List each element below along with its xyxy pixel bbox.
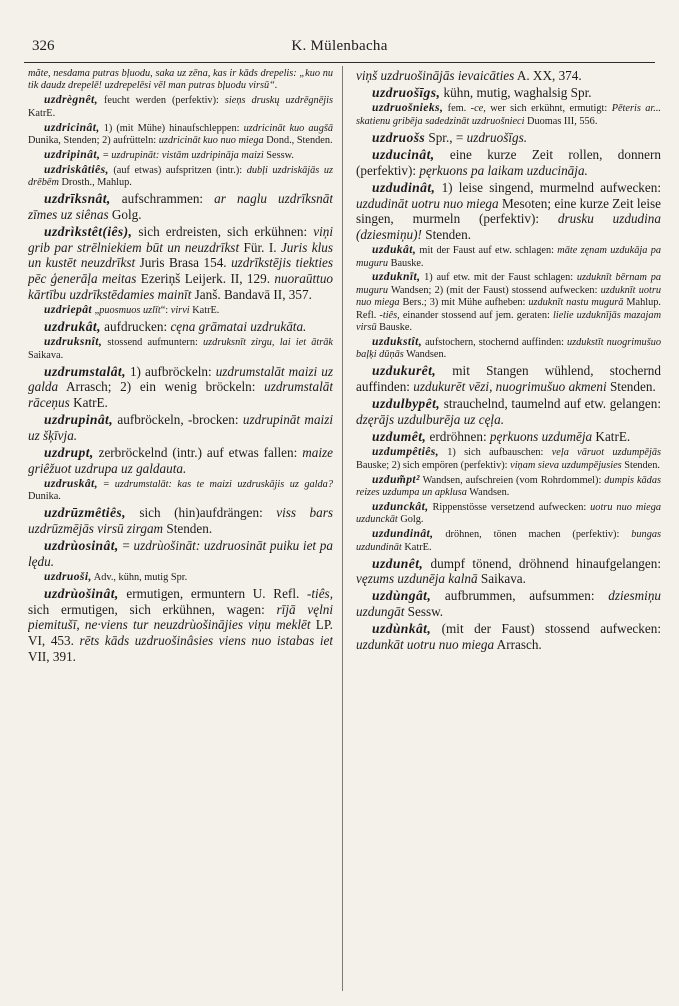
entry-definition: strauchelnd, taumelnd auf etw. gelangen: — [440, 396, 661, 412]
page-number: 326 — [32, 38, 55, 54]
entry-definition: Arrasch; 2) ein wenig bröckeln: — [58, 379, 265, 395]
dictionary-entry — [28, 122, 333, 148]
entry-definition: 1) auf etw. mit der Faust schlagen: — [420, 272, 577, 284]
entry-example: uzduknīt bērnam pa muguru — [356, 272, 661, 296]
entry-headword: uzdrīksnât, — [44, 191, 111, 207]
entry-definition: 1) leise singend, murmelnd aufwecken: — [435, 179, 661, 195]
entry-definition: Golg. — [397, 514, 424, 526]
dictionary-entry — [28, 505, 333, 536]
entry-example: dumpis kādas reizes uzdumpa un apklusa — [356, 474, 661, 499]
dictionary-entry — [28, 412, 333, 443]
entry-headword: uzdruksnît, — [44, 335, 103, 349]
entry-definition: 1) aufbröckeln: — [125, 363, 216, 379]
entry-definition: sich erdreisten, sich erkühnen: — [132, 224, 314, 240]
entry-definition: Bers.; 3) mit Mühe aufheben: — [399, 297, 529, 309]
entry-example: pęrkuons uzdumēja — [489, 429, 593, 445]
entry-headword: uzdumpêtiês, — [372, 445, 439, 459]
entry-definition: Bauske; 2) sich empören (perfektiv): — [356, 459, 511, 471]
entry-definition: 1) (mit Mühe) hinaufschleppen: — [99, 122, 244, 134]
dictionary-entry — [28, 304, 333, 317]
entry-definition: aufschrammen: — [110, 191, 215, 207]
dictionary-entry — [356, 336, 661, 362]
entry-example: veļa vāruot uzdumpējās — [551, 447, 661, 459]
entry-example: uzdudināt uotru nuo miega — [356, 195, 499, 211]
entry-headword: uzdukstît, — [372, 334, 423, 348]
dictionary-entry — [28, 191, 333, 222]
entry-example: uzdrumstalāt rāceņus — [28, 379, 333, 410]
entry-headword: uzdukât, — [372, 243, 417, 257]
entry-example: ar naglu uzdrīksnāt zīmes uz siênas — [28, 191, 333, 222]
entry-headword: uzdrupt, — [44, 445, 94, 461]
entry-definition: wer sich erkühnt, ermutigt: — [485, 103, 612, 115]
entry-example: uzdukurēt vēzi, nuogrimušuo akmeni — [413, 379, 607, 394]
entry-example: drusku uzdudina (dziesmiņu)! — [356, 211, 661, 242]
entry-headword: uzdruošnieks, — [372, 101, 444, 115]
entry-definition: mit der Faust auf etw. schlagen: — [416, 245, 558, 257]
entry-example: -tiês, — [306, 585, 333, 601]
entry-headword: uzduknīt, — [372, 270, 421, 284]
entry-definition: aufbrummen, aufsummen: — [431, 588, 609, 604]
dictionary-entry — [28, 538, 333, 569]
entry-definition: Mahlup. Refl. — [356, 297, 661, 321]
entry-definition: Rippenstösse versetzend aufwecken: — [428, 501, 591, 513]
entry-example: uzdukstīt nuogrimušuo baļķi dūņās — [356, 336, 661, 361]
entry-definition: Wandsen; 2) (mit der Faust) stossend aufwecken: — [388, 284, 601, 296]
dictionary-entry — [28, 445, 333, 476]
entry-definition: feucht werden (perfektiv): — [97, 95, 225, 107]
entry-definition: KatrE. — [592, 429, 631, 445]
dictionary-entry — [356, 474, 661, 500]
entry-example: rēts kāds uzdruošinâsies viens nuo istabas iet — [79, 633, 333, 649]
entry-definition: einander stossend auf jem. geraten: — [399, 309, 553, 321]
entry-definition: Bauske. — [388, 257, 424, 269]
entry-definition: 1) sich aufbauschen: — [438, 447, 552, 459]
entry-headword: uzdrupinât, — [44, 412, 114, 428]
dictionary-entry — [356, 147, 661, 178]
entry-example: uzdrumstalāt: kas te maizi uzdruskājis uz galda? — [114, 478, 333, 490]
entry-definition: KatrE. — [401, 541, 432, 553]
entry-definition: A. XX, 374. — [514, 68, 582, 83]
entry-definition: „ — [92, 305, 100, 317]
entry-example: maize griêžuot uzdrupa uz galdauta. — [28, 445, 333, 476]
dictionary-entry — [356, 85, 661, 101]
dictionary-entry — [356, 588, 661, 619]
entry-example: dzęrājs uzdulburēja uz cęļa. — [356, 411, 504, 427]
entry-definition: aufdrucken: — [100, 318, 171, 334]
entry-definition: Wandsen, aufschreien (vom Rohrdommel): — [419, 474, 605, 486]
entry-headword: uzdumêt, — [372, 429, 427, 445]
entry-headword: uzdripinât, — [44, 147, 101, 161]
entry-example: uzdruošīgs. — [466, 129, 528, 145]
entry-definition: Wandsen. — [403, 349, 447, 361]
entry-definition: Adv., kühn, mutig Spr. — [91, 572, 188, 584]
entry-headword: uzdunckât, — [372, 499, 429, 513]
entry-headword: uzdruoši, — [44, 570, 92, 584]
entry-headword: uzdùngât, — [372, 588, 432, 604]
dictionary-entry — [28, 224, 333, 303]
entry-definition: Drosth., Mahlup. — [58, 177, 132, 189]
entry-definition: = — [100, 149, 112, 161]
column-divider — [342, 66, 343, 991]
entry-headword: uzdricinât, — [44, 120, 100, 134]
entry-definition: = — [97, 478, 115, 490]
entry-example: uzduknīt nastu mugurā — [528, 297, 624, 309]
entry-headword: uzdulbурêt, — [372, 396, 441, 412]
entry-example: lielie uzduknījās mazajam virsū — [356, 309, 661, 334]
entry-definition: Duomas III, 556. — [524, 115, 598, 127]
entry-definition: dumpf tönend, dröhnend hinaufgelangen: — [423, 555, 661, 571]
entry-definition: KatrE. — [28, 107, 56, 119]
entry-example: puosmuos uzlīt — [99, 305, 161, 317]
dictionary-entry — [356, 501, 661, 527]
dictionary-entry — [28, 164, 333, 190]
dictionary-entry — [28, 68, 333, 93]
entry-example: -ce, — [470, 103, 486, 115]
entry-definition: zerbröckelnd (intr.) auf etwas fallen: — [93, 445, 303, 461]
entry-definition: Juris Brasa 154. — [135, 255, 232, 271]
entry-definition: kühn, mutig, waghalsig Spr. — [440, 85, 592, 101]
dictionary-entry — [356, 556, 661, 587]
entry-example: māte zęnam uzdukāja pa muguru — [356, 245, 661, 269]
entry-definition: Dond., Stenden. — [263, 135, 333, 147]
dictionary-entry — [356, 429, 661, 445]
entry-example: sieņs druskų uzdrēgnējis — [224, 95, 333, 107]
entry-example: uzdruksnīt zirgu, lai iet ātrāk — [203, 337, 333, 349]
entry-definition: LP. VI, 453. — [28, 617, 333, 649]
entry-example: nuoraūttuo kārtību uzdrīkstēdamies mainīt — [28, 271, 333, 302]
entry-definition: Mesoten; eine kurze Zeit leise singen, murmeln (perfektiv): — [356, 195, 661, 227]
entry-definition: sich ermutigen, sich erkühnen, wagen: — [28, 601, 277, 617]
entry-headword: uzdrùosinât, — [44, 538, 119, 554]
dictionary-entry — [356, 528, 661, 554]
entry-example: uzdunkāt uotru nuo miega — [356, 637, 495, 653]
dictionary-entry — [356, 363, 661, 394]
entry-headword: uzdrìkstêt(iês), — [44, 224, 133, 240]
entry-definition: dröhnen, tönen machen (perfektiv): — [433, 529, 632, 541]
entry-example: viņam sieva uzdumpējusies — [510, 459, 622, 471]
dictionary-entry — [28, 336, 333, 362]
entry-example: viss bars uzdrūzmējās virsū zirgam — [28, 505, 333, 536]
entry-headword: uzdruošīgs, — [372, 85, 441, 101]
entry-example: virvi — [170, 305, 190, 317]
entry-headword: uzdundinât, — [372, 527, 434, 541]
dictionary-entry — [356, 180, 661, 243]
entry-headword: uzdriepât — [44, 303, 93, 317]
entry-definition: Golg. — [108, 206, 142, 222]
entry-definition: Für. I. — [239, 239, 281, 255]
entry-definition: Stenden. — [163, 520, 213, 536]
dictionary-entry — [356, 102, 661, 128]
dictionary-entry — [356, 68, 661, 84]
entry-headword: uzdum̃pt² — [372, 472, 420, 486]
entry-example: uzdrumstalāt maizi uz galda — [28, 363, 333, 395]
entry-headword: uzdruošs — [372, 129, 426, 145]
entry-definition: sich (hin)aufdrängen: — [125, 505, 277, 521]
entry-definition: KatrE. — [189, 305, 220, 317]
entry-example: rījā vęlni piemitušī, ne·viens tur neuzdrùošinājies viņu meklēt — [28, 601, 333, 633]
entry-definition: (mit der Faust) stossend aufwecken: — [431, 621, 661, 637]
dictionary-entry — [28, 94, 333, 120]
dictionary-entry — [356, 271, 661, 334]
entry-definition: KatrE. — [69, 394, 108, 410]
entry-example: uzdricināt kuo augšā — [243, 122, 333, 134]
dictionary-entry — [356, 621, 661, 652]
entry-definition: aufstochern, stochernd auffinden: — [422, 336, 567, 348]
dictionary-entry — [28, 149, 333, 162]
entry-definition: eine kurze Zeit rollen, donnern (perfektiv): — [356, 146, 661, 178]
entry-definition: Stenden. — [621, 459, 660, 471]
dictionary-entry — [28, 364, 333, 411]
page-header — [24, 38, 655, 60]
entry-headword: uzducinât, — [372, 146, 435, 162]
entry-definition: Janš. Bandavā II, 357. — [191, 286, 312, 302]
entry-example: mãte, nesdama putras bļuodu, saka uz zēna, kas ir kāds drepelis: „kuo nu tik daudz drepelē! uzdrepelēsi vēl man putras bļuodu virsū“. — [28, 68, 333, 92]
entry-definition: “: — [160, 305, 171, 317]
entry-example: cęna grāmatai uzdrukāta. — [170, 318, 307, 334]
entry-headword: uzdrùošinât, — [44, 585, 119, 601]
dictionary-entry — [28, 571, 333, 584]
entry-example: dubļi uzdriskājās uz drēbēm — [28, 164, 333, 189]
entry-definition: aufbröckeln, -brocken: — [113, 412, 243, 428]
entry-definition: Arrasch. — [494, 637, 542, 653]
entry-example: uotru nuo miega uzdunckāt — [356, 501, 661, 526]
entry-definition: Wandsen. — [466, 487, 510, 499]
entry-definition: erdröhnen: — [426, 429, 490, 445]
entry-definition: (auf etwas) aufspritzen (intr.): — [108, 164, 247, 176]
header-rule — [24, 62, 655, 63]
entry-headword: uzdrukât, — [44, 318, 101, 334]
entry-example: dziesmiņu uzdungāt — [356, 588, 661, 620]
entry-definition: fem. — [443, 103, 471, 115]
dictionary-entry — [28, 478, 333, 504]
entry-definition: Sessw. — [263, 149, 294, 161]
entry-definition: Dunika, Stenden; 2) aufrütteln: — [28, 135, 159, 147]
entry-example: uzdrupināt: vistām uzdripināja maizi — [111, 149, 264, 161]
entry-definition: stossend aufmuntern: — [102, 337, 204, 349]
right-column — [356, 68, 661, 998]
running-title: K. Mülenbacha — [291, 38, 388, 54]
entry-example: bungas uzdundināt — [356, 529, 661, 553]
entry-definition: ermutigen, ermuntern U. Refl. — [118, 585, 307, 601]
entry-example: vęzums uzdunēja kalnā — [356, 571, 478, 587]
dictionary-entry — [356, 244, 661, 270]
entry-example: pęrkuons pa laikam uzducināja. — [419, 162, 588, 178]
dictionary-entry — [28, 586, 333, 665]
entry-headword: uzdunêt, — [372, 555, 424, 571]
entry-example: -tiês, — [379, 309, 400, 321]
entry-example: uzdrùošināt: uzdruosināt puiku iet pa lędu. — [28, 538, 333, 569]
entry-example: viņi grib par strēlniekiem būt un neuzdrīkst — [28, 224, 333, 255]
entry-headword: uzdrumstalât, — [44, 363, 126, 379]
entry-example: uzdricināt kuo nuo miega — [158, 135, 264, 147]
dictionary-entry — [356, 446, 661, 472]
entry-definition: Ezeriņš Leijerk. II, 129. — [136, 271, 275, 287]
entry-headword: uzdriskâtiês, — [44, 162, 109, 176]
dictionary-entry — [356, 130, 661, 146]
left-column — [28, 68, 333, 998]
entry-definition: Bauske. — [376, 322, 413, 334]
entry-example: Juris klus un kustēt neuzdrīkst — [28, 239, 333, 271]
entry-headword: uzdùnkât, — [372, 621, 432, 637]
entry-example: Pēteris ar... skatienu gribēja sadedzināt uzdruošnieci — [356, 103, 661, 127]
entry-definition: Stenden. — [421, 226, 472, 242]
dictionary-entry — [28, 319, 333, 335]
entry-headword: uzdrègnêt, — [44, 93, 98, 107]
entry-definition: Stenden. — [606, 379, 656, 394]
dictionary-entry — [356, 396, 661, 427]
entry-headword: uzdruskât, — [44, 476, 98, 490]
entry-headword: uzdudinât, — [372, 179, 436, 195]
entry-example: uzdrīkstējis tiekties pēc ģenerāļa meitas — [28, 255, 333, 287]
entry-headword: uzdukurêt, — [372, 363, 437, 379]
entry-definition: Dunika. — [28, 491, 61, 503]
entry-example: uzdrupināt maizi uz šķīvja. — [28, 412, 333, 443]
entry-definition: Saikava. — [477, 571, 526, 587]
entry-example: uzduknīt uotru nuo miega — [356, 284, 661, 309]
entry-definition: = — [118, 538, 134, 554]
entry-headword: uzdrūzmêtiês, — [44, 505, 126, 521]
entry-definition: Saikava. — [28, 349, 64, 361]
entry-definition: mit Stangen wühlend, stochernd auffinden: — [356, 363, 661, 394]
entry-definition: Spr., = — [425, 129, 467, 145]
entry-definition: Sessw. — [404, 604, 444, 620]
entry-definition: VII, 391. — [28, 648, 76, 664]
entry-example: viņš uzdruošinājās ievaicāties — [356, 68, 515, 83]
